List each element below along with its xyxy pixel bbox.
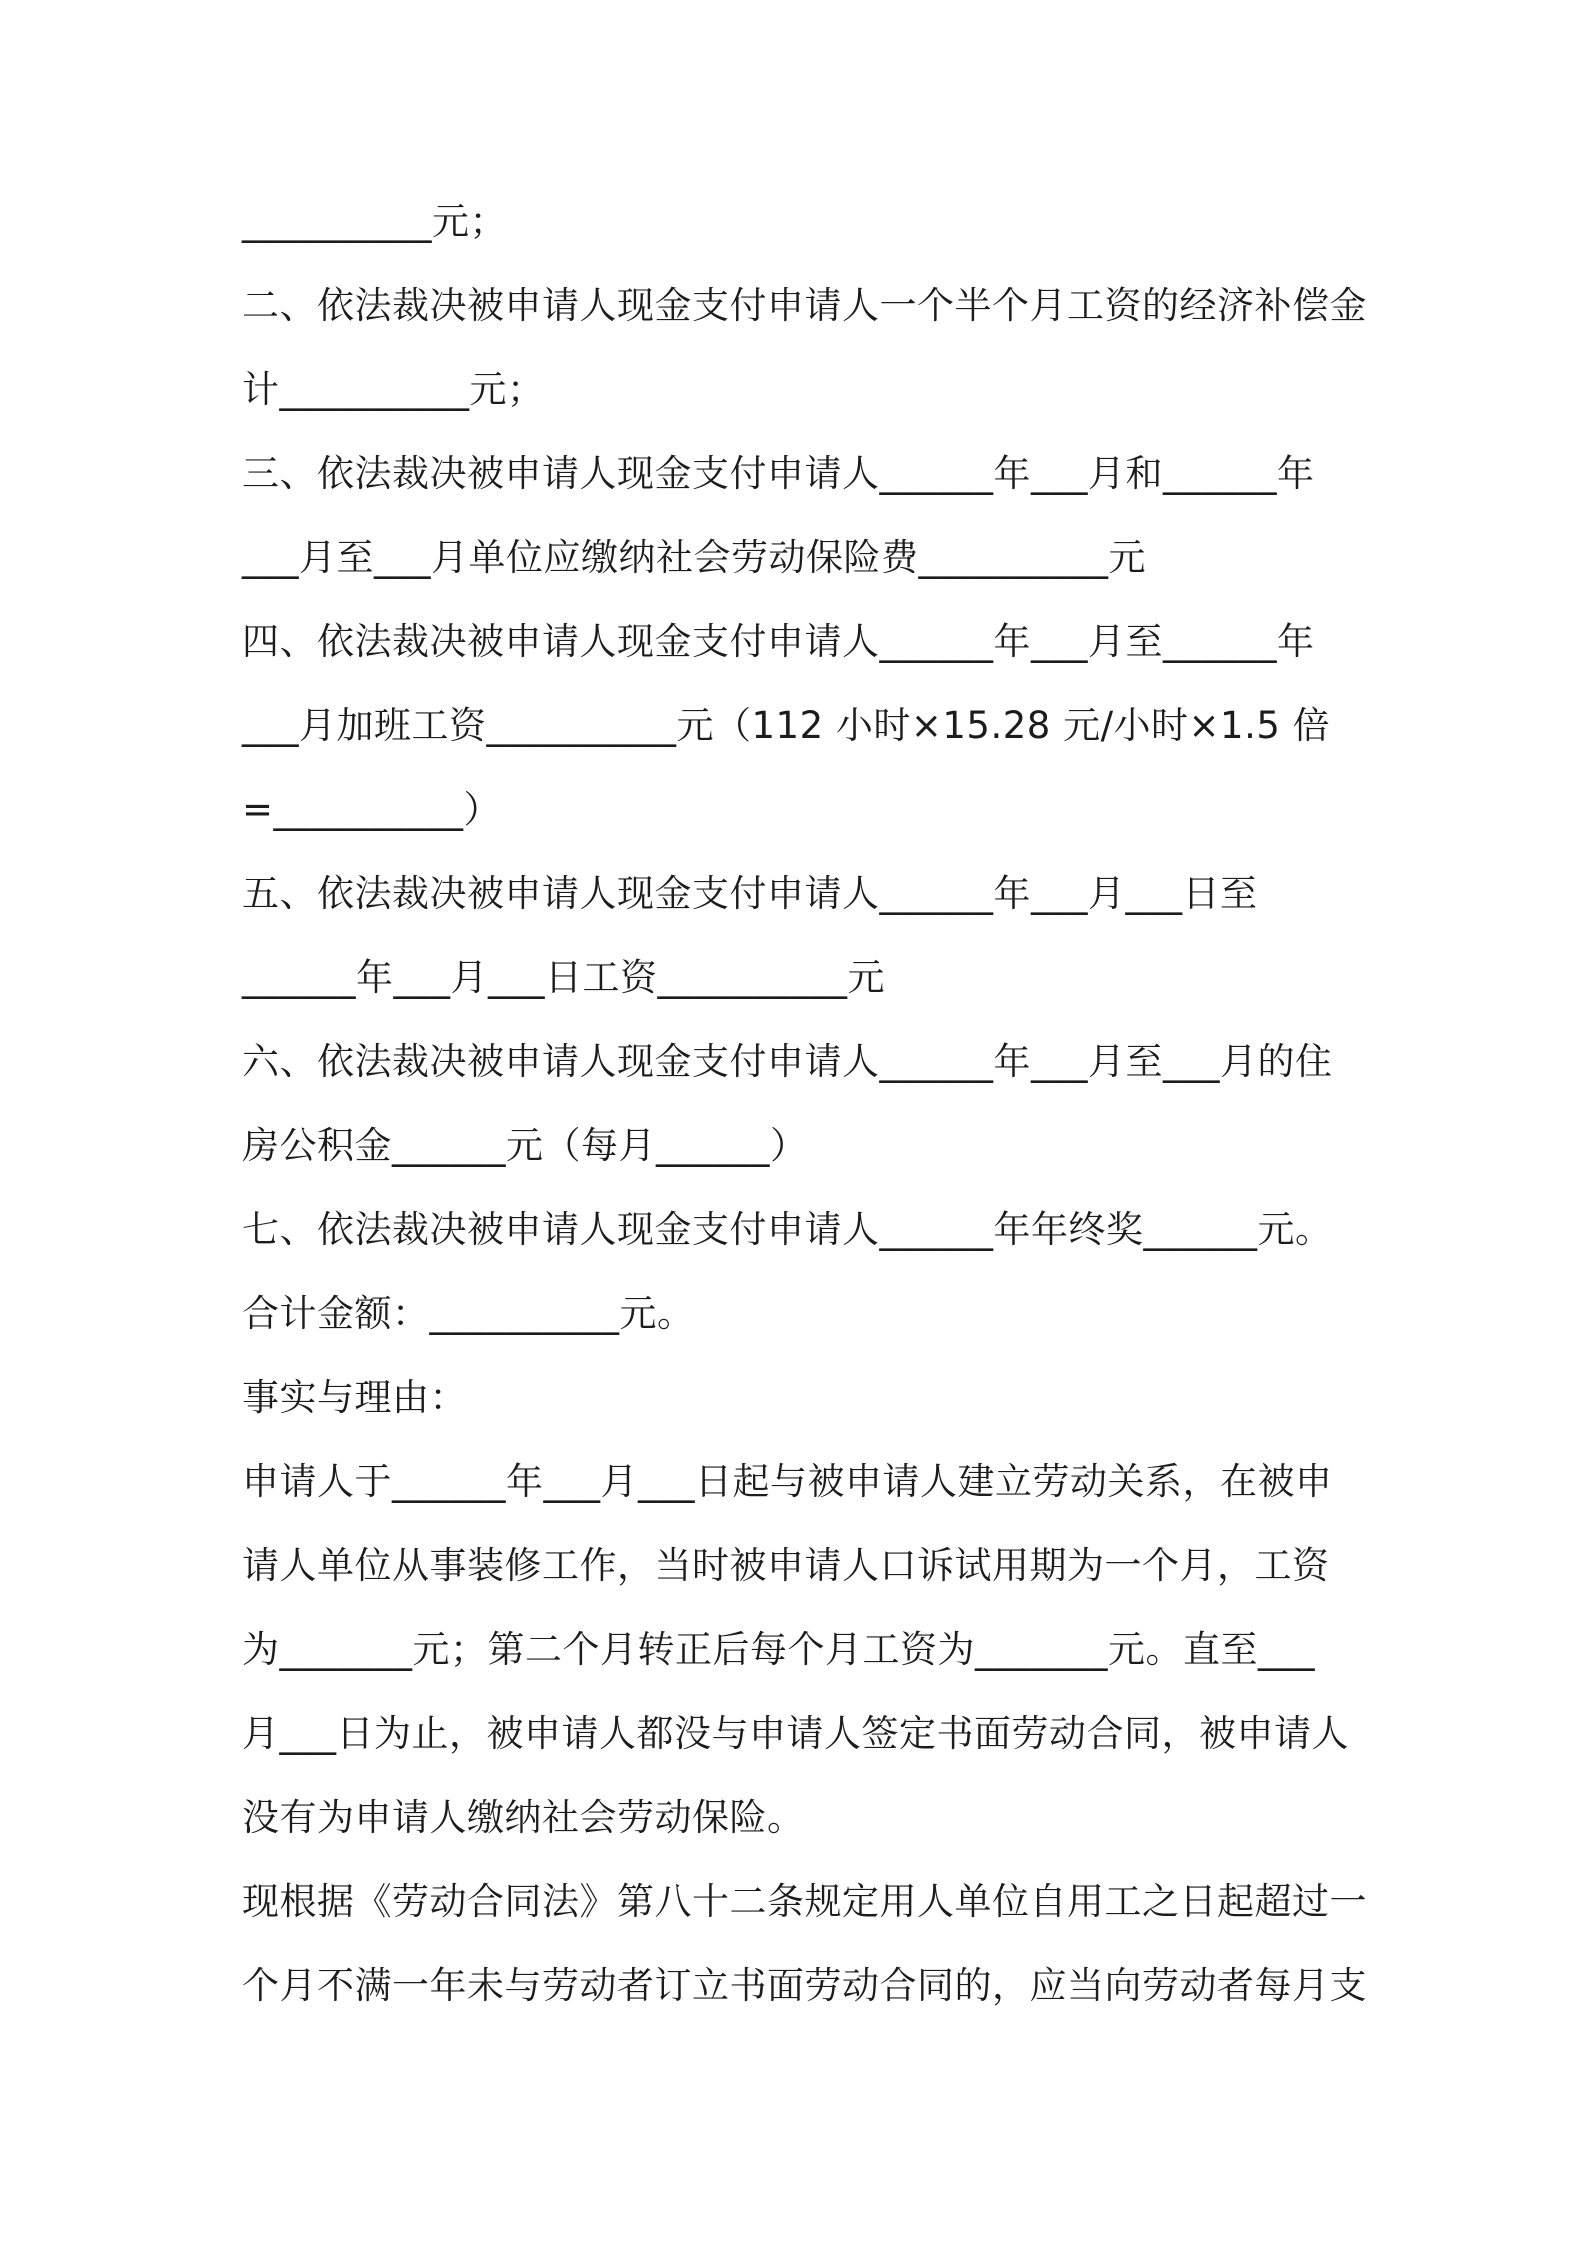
text-line: 月___日为止，被申请人都没与申请人签定书面劳动合同，被申请人 <box>242 1712 1349 1755</box>
text-line: 请人单位从事装修工作，当时被申请人口诉试用期为一个月，工资 <box>242 1544 1330 1587</box>
text-line: 申请人于______年___月___日起与被申请人建立劳动关系，在被申 <box>242 1460 1333 1503</box>
text-line: ______年___月___日工资__________元 <box>242 956 885 999</box>
text-line: 二、依法裁决被申请人现金支付申请人一个半个月工资的经济补偿金 <box>242 284 1367 327</box>
text-line: 房公积金______元（每月______） <box>242 1124 808 1167</box>
section-heading: 事实与理由： <box>242 1376 467 1419</box>
text-line: __________元； <box>242 200 507 243</box>
text-line: ___月加班工资__________元（112 小时×15.28 元/小时×1.5 倍 <box>242 704 1331 747</box>
document-body <box>242 180 1367 2028</box>
text-line: 五、依法裁决被申请人现金支付申请人______年___月___日至 <box>242 872 1258 915</box>
text-line: 合计金额：__________元。 <box>242 1292 695 1335</box>
text-line: 为_______元；第二个月转正后每个月工资为_______元。直至___ <box>242 1628 1315 1671</box>
text-line: 七、依法裁决被申请人现金支付申请人______年年终奖______元。 <box>242 1208 1333 1251</box>
text-line: 六、依法裁决被申请人现金支付申请人______年___月至___月的住 <box>242 1040 1333 1083</box>
text-line: 三、依法裁决被申请人现金支付申请人______年___月和______年 <box>242 452 1315 495</box>
text-line: 计__________元； <box>242 368 545 411</box>
text-line: 四、依法裁决被申请人现金支付申请人______年___月至______年 <box>242 620 1315 663</box>
text-line: 个月不满一年未与劳动者订立书面劳动合同的，应当向劳动者每月支 <box>242 1964 1367 2007</box>
text-line: 没有为申请人缴纳社会劳动保险。 <box>242 1796 805 1839</box>
text-line: =__________） <box>242 788 502 831</box>
text-line: ___月至___月单位应缴纳社会劳动保险费__________元 <box>242 536 1146 579</box>
text-line: 现根据《劳动合同法》第八十二条规定用人单位自用工之日起超过一 <box>242 1880 1367 1923</box>
